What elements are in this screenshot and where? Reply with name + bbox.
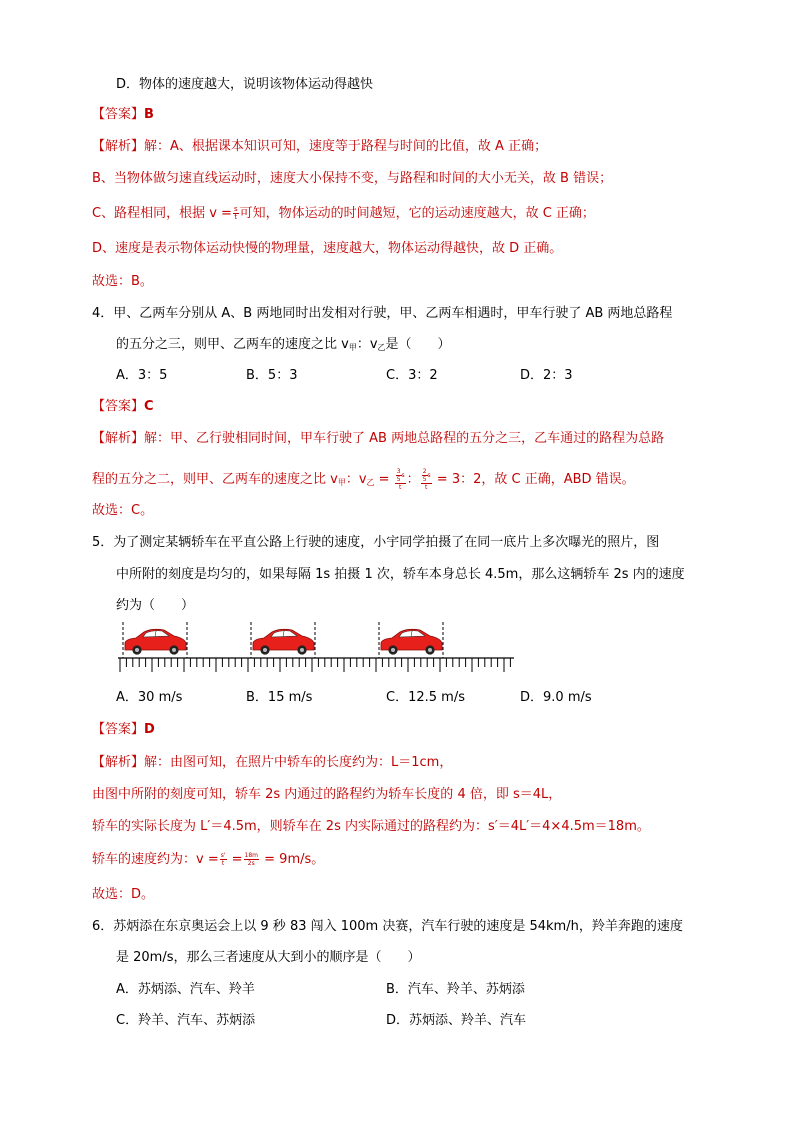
q5-answer: 【答案】D bbox=[92, 722, 155, 737]
q6-option-b: B．汽车、羚羊、苏炳添 bbox=[386, 982, 525, 997]
q4-stem-2: 的五分之三，则甲、乙两车的速度之比 $v_甲$：$v_乙$是（ ） bbox=[116, 337, 451, 352]
q4-option-c: C．3：2 bbox=[386, 368, 438, 383]
q5-analysis-2: 由图中所附的刻度可知，轿车 2s 内通过的路程约为轿车长度的 4 倍，即 s＝4L， bbox=[92, 787, 562, 802]
q5-analysis-4: 轿车的速度约为：v = $\frac{s'}{t}$ = $\frac{18m}{2s}$ = 9m/s。 bbox=[92, 852, 325, 867]
car-image bbox=[123, 622, 187, 658]
car-exposure-figure bbox=[116, 622, 516, 674]
q3-analysis-a: 【解析】解：A、根据课本知识可知，速度等于路程与时间的比值，故 A 正确； bbox=[92, 139, 548, 154]
q3-analysis-b: B、当物体做匀速直线运动时，速度大小保持不变，与路程和时间的大小无关，故 B 错误； bbox=[92, 171, 613, 186]
q5-analysis-3: 轿车的实际长度为 L′＝4.5m，则轿车在 2s 内实际通过的路程约为：s′＝4L′＝4×4.5m＝18m。 bbox=[92, 819, 650, 834]
q5-stem-1: 5．为了测定某辆轿车在平直公路上行驶的速度，小宇同学拍摄了在同一底片上多次曝光的照片，图 bbox=[92, 535, 660, 550]
q3-analysis-c: C、路程相同，根据 v = $\frac{s}{t}$ 可知，物体运动的时间越短，它的运动速度越大，故 C 正确； bbox=[92, 205, 595, 221]
q4-option-d: D．2：3 bbox=[520, 368, 573, 383]
q6-stem-1: 6．苏炳添在东京奥运会上以 9 秒 83 闯入 100m 决赛，汽车行驶的速度是 54km/h，羚羊奔跑的速度 bbox=[92, 919, 683, 934]
q4-option-a: A．3：5 bbox=[116, 368, 168, 383]
car-image bbox=[251, 622, 315, 658]
q5-stem-3: 约为（ ） bbox=[116, 598, 195, 613]
q4-select: 故选：C。 bbox=[92, 503, 154, 518]
q5-option-c: C．12.5 m/s bbox=[386, 690, 465, 705]
q6-option-d: D．苏炳添、羚羊、汽车 bbox=[386, 1013, 527, 1028]
q3-select: 故选：B。 bbox=[92, 274, 153, 289]
car-image bbox=[379, 622, 443, 658]
q4-answer: 【答案】C bbox=[92, 399, 154, 414]
q5-analysis-1: 【解析】解：由图可知，在照片中轿车的长度约为：L＝1cm， bbox=[92, 755, 453, 770]
q4-analysis-1: 【解析】解：甲、乙行驶相同时间，甲车行驶了 AB 两地总路程的五分之三，乙车通过的路程为总路 bbox=[92, 431, 665, 446]
q6-option-c: C．羚羊、汽车、苏炳添 bbox=[116, 1013, 256, 1028]
q5-select: 故选：D。 bbox=[92, 887, 155, 902]
q4-analysis-2: 程的五分之二，则甲、乙两车的速度之比 $v_甲$：$v_乙$ = $\frac{3}{5}$ s t ： $\frac{2}{5}$ s t = 3：2，故 C 正确，ABD 错误。 bbox=[92, 468, 635, 491]
q5-option-b: B．15 m/s bbox=[246, 690, 313, 705]
q6-stem-2: 是 20m/s，那么三者速度从大到小的顺序是（ ） bbox=[116, 950, 421, 965]
q5-stem-2: 中所附的刻度是均匀的，如果每隔 1s 拍摄 1 次，轿车本身总长 4.5m，那么这辆轿车 2s 内的速度 bbox=[116, 567, 685, 582]
q5-option-a: A．30 m/s bbox=[116, 690, 183, 705]
q4-option-b: B．5：3 bbox=[246, 368, 298, 383]
ruler-ticks bbox=[120, 658, 510, 672]
q5-option-d: D．9.0 m/s bbox=[520, 690, 592, 705]
q6-option-a: A．苏炳添、汽车、羚羊 bbox=[116, 982, 255, 997]
q3-answer: 【答案】B bbox=[92, 107, 154, 122]
q3-option-d: D．物体的速度越大，说明该物体运动得越快 bbox=[116, 77, 374, 92]
q3-analysis-d: D、速度是表示物体运动快慢的物理量，速度越大，物体运动得越快，故 D 正确。 bbox=[92, 241, 563, 256]
q4-stem-1: 4．甲、乙两车分别从 A、B 两地同时出发相对行驶，甲、乙两车相遇时，甲车行驶了 AB 两地总路程 bbox=[92, 306, 673, 321]
